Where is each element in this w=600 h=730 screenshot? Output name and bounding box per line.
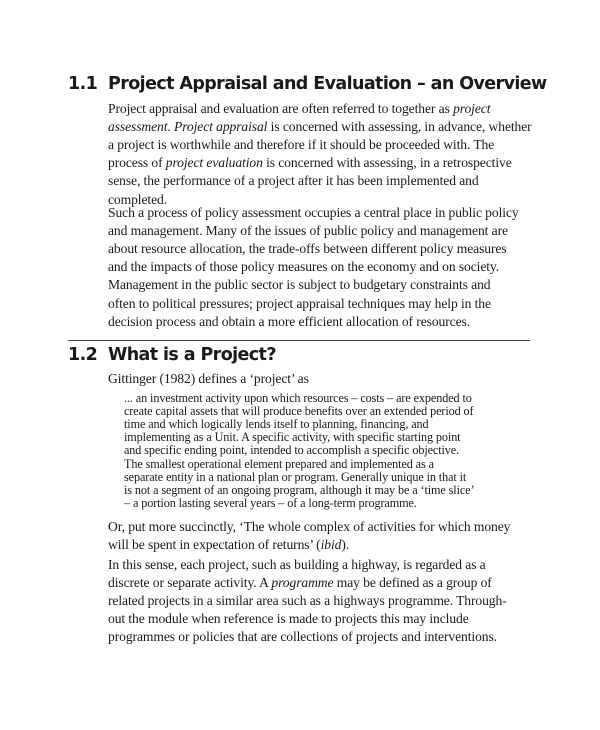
text-segment: will be spent in expectation of returns’ ( [108,537,321,553]
section-2-title: What is a Project? [108,345,276,365]
text-segment: Gittinger (1982) defines a ‘project’ as [108,371,309,386]
text-segment: – a portion lasting several years – of a long-term programme. [124,495,417,510]
text-segment: create capital assets that will produce benefits over an extended period of [124,404,474,419]
text-line [108,119,532,135]
italic-text: project [453,101,491,116]
text-line [108,314,470,330]
text-line [108,575,492,591]
text-segment: implementing as a Unit. A specific activity, with specific starting point [124,430,461,445]
text-line [108,173,479,189]
text-line [108,101,490,117]
italic-text: assessment [108,119,168,135]
text-line [108,629,497,645]
text-segment: completed. [108,191,168,207]
text-line [108,296,491,312]
text-segment: and the impacts of those policy measures on the economy and on society. [108,259,500,275]
text-segment: and management. Many of the issues of public policy and management are [108,223,508,239]
text-segment: In this sense, each project, such as building a highway, is regarded as a [108,557,486,572]
italic-text: project evaluation [165,155,263,171]
text-segment: sense, the performance of a project after it has been implemented and [108,173,479,189]
italic-text: programme [271,575,334,591]
text-line [108,277,491,293]
text-segment: time and which logically lends itself to planning, financing, and [124,417,429,432]
text-segment: about resource allocation, the trade-offs between different policy measures [108,241,507,257]
text-segment: process of [108,155,166,171]
text-line [108,557,486,573]
text-line [108,259,499,275]
text-segment: Or, put more succinctly, ‘The whole complex of activities for which money [108,519,511,534]
text-line [108,593,507,609]
text-line [108,137,494,153]
text-line [124,496,417,511]
text-line [108,241,507,257]
text-segment: Such a process of policy assessment occupies a central place in public policy [108,205,519,220]
text-segment: decision process and obtain a more efficient allocation of resources. [108,313,471,329]
text-segment: programmes or policies that are collections of projects and interventions. [108,629,497,645]
text-segment: Project appraisal and evaluation are often referred to together as [108,101,454,116]
section-divider [68,340,530,341]
text-segment: is not a segment of an ongoing program, although it may be a ‘time slice’ [124,482,475,497]
text-line [108,537,349,553]
text-segment: The smallest operational element prepared and implemented as a [124,456,434,471]
text-line [108,519,510,535]
text-segment: related projects in a similar area such as a highways programme. Through- [108,593,507,609]
italic-text: Project appraisal [174,119,268,135]
text-line [108,611,469,627]
text-line [108,371,309,387]
text-segment: out the module when reference is made to projects this may include [108,611,469,627]
section-2-number: 1.2 [68,345,98,365]
text-segment: . [167,119,175,135]
text-segment: discrete or separate activity. A [108,575,272,591]
text-segment: is concerned with assessing, in a retrospective [262,155,512,171]
text-segment: may be defined as a group of [333,575,492,591]
italic-text: ibid [320,537,342,553]
text-segment: is concerned with assessing, in advance, whether [267,119,532,135]
text-line [108,155,512,171]
text-segment: a project is worthwhile and therefore if it should be proceeded with. The [108,137,495,153]
text-line [108,205,519,221]
text-line [108,223,508,239]
section-1-title: Project Appraisal and Evaluation – an Overview [108,74,547,94]
text-segment: ). [341,537,350,553]
text-segment: separate entity in a national plan or program. Generally unique in that it [124,469,467,484]
text-segment: Management in the public sector is subject to budgetary constraints and [108,277,491,293]
text-segment: often to political pressures; project appraisal techniques may help in the [108,295,491,311]
text-segment: and specific ending point, intended to accomplish a specific objective. [124,443,460,458]
section-1-number: 1.1 [68,74,98,94]
text-segment: ... an investment activity upon which resources – costs – are expended to [124,391,472,405]
